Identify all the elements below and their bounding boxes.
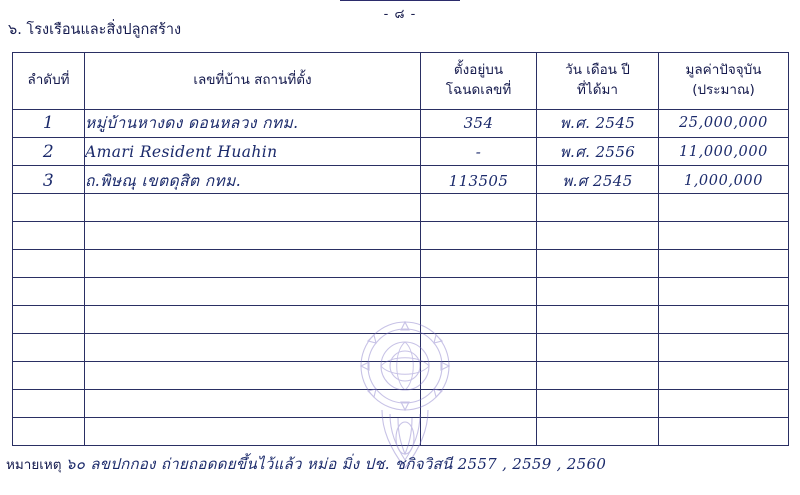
table-row xyxy=(13,138,789,166)
cell-address: Amari Resident Huahin xyxy=(85,138,421,166)
table-row xyxy=(13,166,789,194)
cell-date: พ.ศ. 2545 xyxy=(537,109,659,137)
cell-address xyxy=(85,334,421,362)
cell-date xyxy=(537,418,659,446)
footer-note xyxy=(6,452,794,476)
cell-value xyxy=(659,334,789,362)
cell-value: 11,000,000 xyxy=(659,138,789,166)
table-row xyxy=(13,278,789,306)
cell-no xyxy=(13,278,85,306)
cell-deed xyxy=(421,194,537,222)
table-row xyxy=(13,306,789,334)
cell-no xyxy=(13,194,85,222)
table-row xyxy=(13,418,789,446)
table-row xyxy=(13,390,789,418)
cell-deed: - xyxy=(421,138,537,166)
cell-no xyxy=(13,390,85,418)
footer-note-label: หมายเหตุ xyxy=(6,457,62,473)
cell-date xyxy=(537,250,659,278)
cell-date: พ.ศ. 2556 xyxy=(537,138,659,166)
assets-table xyxy=(12,52,789,446)
table-row xyxy=(13,110,789,138)
cell-address xyxy=(85,390,421,418)
column-header-no: ลำดับที่ xyxy=(13,53,85,110)
assets-table-container xyxy=(12,52,788,440)
cell-no: 3 xyxy=(13,167,85,195)
cell-date: พ.ศ 2545 xyxy=(537,167,659,195)
cell-date xyxy=(537,222,659,250)
cell-value xyxy=(659,278,789,306)
cell-address xyxy=(85,222,421,250)
table-row xyxy=(13,362,789,390)
cell-no xyxy=(13,334,85,362)
cell-deed xyxy=(421,306,537,334)
column-header-deed: ตั้งอยู่บน โฉนดเลขที่ xyxy=(421,53,537,110)
table-row xyxy=(13,222,789,250)
cell-value: 25,000,000 xyxy=(659,109,789,137)
cell-no xyxy=(13,362,85,390)
column-header-date: วัน เดือน ปี ที่ได้มา xyxy=(537,53,659,110)
cell-value xyxy=(659,362,789,390)
cell-value xyxy=(659,250,789,278)
cell-address: ถ.พิษณุ เขตดุสิต กทม. xyxy=(85,167,421,195)
cell-no xyxy=(13,418,85,446)
column-header-value: มูลค่าปัจจุบัน (ประมาณ) xyxy=(659,53,789,110)
cell-no: 1 xyxy=(13,109,85,137)
table-header xyxy=(13,53,789,110)
cell-address xyxy=(85,306,421,334)
cell-deed xyxy=(421,390,537,418)
cell-deed xyxy=(421,250,537,278)
table-body xyxy=(13,110,789,446)
cell-deed xyxy=(421,418,537,446)
cell-no xyxy=(13,250,85,278)
page-number-rule xyxy=(340,0,460,1)
cell-date xyxy=(537,306,659,334)
cell-deed xyxy=(421,334,537,362)
table-row xyxy=(13,194,789,222)
section-heading: ๖. โรงเรือนและสิ่งปลูกสร้าง xyxy=(8,22,182,38)
cell-no xyxy=(13,306,85,334)
cell-date xyxy=(537,278,659,306)
footer-note-handwriting: ๖๐ ลขปกกอง ถ่ายถอดดยขึ้นไว้แล้ว หม่อ มิ่ง ปช. ชกิจวิสนี 2557 , 2559 , 2560 xyxy=(65,455,607,473)
cell-value: 1,000,000 xyxy=(659,167,789,195)
cell-date xyxy=(537,334,659,362)
table-header-row xyxy=(13,53,789,110)
cell-date xyxy=(537,362,659,390)
cell-no: 2 xyxy=(13,138,85,166)
cell-deed: 354 xyxy=(421,109,537,137)
column-header-address: เลขที่บ้าน สถานที่ตั้ง xyxy=(85,53,421,110)
cell-address xyxy=(85,250,421,278)
page-number-text: - ๘ - xyxy=(383,7,417,22)
cell-deed xyxy=(421,222,537,250)
cell-deed xyxy=(421,278,537,306)
cell-value xyxy=(659,418,789,446)
cell-date xyxy=(537,194,659,222)
cell-value xyxy=(659,390,789,418)
cell-address: หมู่บ้านหางดง ดอนหลวง กทม. xyxy=(85,109,421,137)
cell-address xyxy=(85,278,421,306)
cell-deed: 113505 xyxy=(421,167,537,195)
table-row xyxy=(13,250,789,278)
cell-deed xyxy=(421,362,537,390)
cell-no xyxy=(13,222,85,250)
cell-value xyxy=(659,306,789,334)
cell-value xyxy=(659,194,789,222)
cell-date xyxy=(537,390,659,418)
cell-address xyxy=(85,362,421,390)
table-row xyxy=(13,334,789,362)
cell-address xyxy=(85,418,421,446)
cell-address xyxy=(85,194,421,222)
cell-value xyxy=(659,222,789,250)
